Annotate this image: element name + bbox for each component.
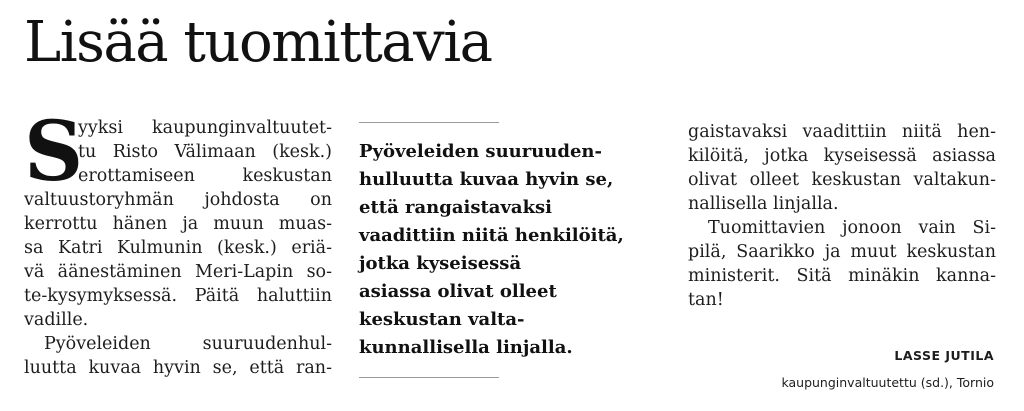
- pull-quote-line: asiassa olivat olleet: [359, 281, 557, 302]
- pull-quote-line: hulluutta kuvaa hyvin se,: [359, 169, 614, 190]
- body-line: tan!: [688, 290, 724, 310]
- pull-quote-top-rule: [359, 122, 499, 123]
- body-line: kerrottu hänen ja muun muas-: [24, 214, 332, 234]
- pull-quote-line: että rangaistavaksi: [359, 197, 553, 218]
- body-line: luutta kuvaa hyvin se, että ran-: [24, 358, 332, 378]
- body-line: nallisella linjalla.: [688, 194, 839, 214]
- article-column-left: [24, 104, 332, 380]
- author-role: kaupunginvaltuutettu (sd.), Tornio: [781, 375, 994, 390]
- body-line: vä äänestäminen Meri-Lapin so-: [24, 262, 332, 282]
- article-column-right: [688, 120, 996, 312]
- body-line: Pyöveleiden suuruudenhul-: [44, 334, 332, 354]
- drop-cap: S: [24, 104, 84, 200]
- body-line: Tuomittavien jonoon vain Si-: [708, 218, 996, 238]
- body-line: tu Risto Välimaan (kesk.): [78, 142, 332, 162]
- pull-quote-bottom-rule: [359, 377, 499, 378]
- body-line: erottamiseen keskustan: [78, 166, 332, 186]
- pull-quote-line: jotka kyseisessä: [359, 253, 522, 274]
- body-line: sa Katri Kulmunin (kesk.) eriä-: [24, 238, 332, 258]
- body-line: gaistavaksi vaadittiin niitä hen-: [688, 122, 996, 142]
- body-line: valtuustoryhmän johdosta on: [24, 190, 332, 210]
- pull-quote-line: kunnallisella linjalla.: [359, 337, 573, 358]
- body-line: te-kysymyksessä. Päitä haluttiin: [24, 286, 332, 306]
- pull-quote-line: keskustan valta-: [359, 309, 525, 330]
- body-line: yyksi kaupunginvaltuutet-: [78, 118, 332, 138]
- pull-quote: [359, 138, 624, 362]
- body-line: ministerit. Sitä minäkin kanna-: [688, 266, 996, 286]
- pull-quote-line: Pyöveleiden suuruuden-: [359, 141, 602, 162]
- body-line: vadille.: [24, 310, 89, 330]
- author-name: LASSE JUTILA: [894, 348, 994, 363]
- body-line: olivat olleet keskustan valtakun-: [688, 170, 996, 190]
- pull-quote-line: vaadittiin niitä henkilöitä,: [359, 225, 624, 246]
- article-headline: Lisää tuomittavia: [24, 10, 492, 75]
- body-line: pilä, Saarikko ja muut keskustan: [688, 242, 996, 262]
- body-line: kilöitä, jotka kyseisessä asiassa: [688, 146, 996, 166]
